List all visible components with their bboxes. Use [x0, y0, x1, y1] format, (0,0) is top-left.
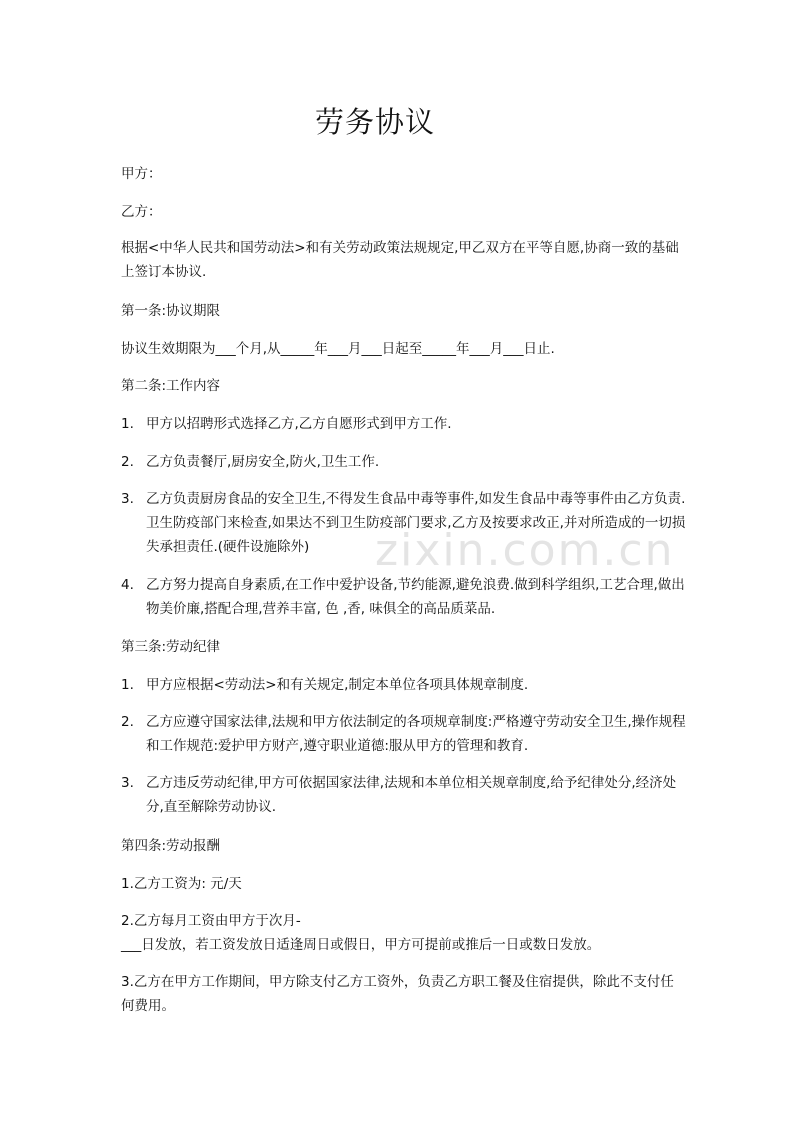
- intro-paragraph: 根据<中华人民共和国劳动法>和有关劳动政策法规规定,甲乙双方在平等自愿,协商一致的基础上签订本协议.: [121, 240, 679, 280]
- salary-line: 1.乙方工资为: 元/天: [121, 876, 242, 892]
- list-text: 乙方应遵守国家法律,法规和甲方依法制定的各项规章制度:严格遵守劳动安全卫生,操作规程和工作规范:爱护甲方财产,遵守职业道德:服从甲方的管理和教育.: [146, 714, 686, 754]
- party-a-label: 甲方：: [121, 166, 162, 182]
- payment-line-2: ___日发放，若工资发放日适逢周日或假日，甲方可提前或推后一日或数日发放。: [121, 937, 601, 953]
- watermark: zixin.com.cn: [375, 525, 675, 576]
- list-number: 2.: [121, 714, 134, 730]
- document-title: 劳务协议: [314, 105, 435, 139]
- list-text: 乙方努力提高自身素质,在工作中爱护设备,节约能源,避免浪费.做到科学组织,工艺合理,做出物美价廉,搭配合理,营养丰富, 色 ,香, 味俱全的高品质菜品.: [146, 577, 685, 617]
- article3-heading: 第三条:劳动纪律: [121, 639, 221, 655]
- list-text: 乙方负责厨房食品的安全卫生,不得发生食品中毒等事件,如发生食品中毒等事件由乙方负责.卫生防疫部门来检查,如果达不到卫生防疫部门要求,乙方及按要求改正,并对所造成的一切损失承担责任.(硬件设施除外): [146, 491, 686, 555]
- list-number: 1.: [121, 416, 134, 432]
- list-text: 甲方以招聘形式选择乙方,乙方自愿形式到甲方工作.: [146, 416, 452, 432]
- list-number: 1.: [121, 677, 134, 693]
- party-b-label: 乙方：: [121, 204, 162, 220]
- article2-heading: 第二条:工作内容: [121, 378, 221, 394]
- payment-line-1: 2.乙方每月工资由甲方于次月-: [121, 913, 301, 929]
- article4-heading: 第四条:劳动报酬: [121, 838, 221, 854]
- list-number: 3.: [121, 775, 134, 791]
- benefits-paragraph: 3.乙方在甲方工作期间，甲方除支付乙方工资外，负责乙方职工餐及住宿提供，除此不支付任何费用。: [121, 974, 674, 1014]
- list-number: 3.: [121, 491, 134, 507]
- list-number: 2.: [121, 454, 134, 470]
- list-number: 4.: [121, 577, 134, 593]
- article1-text: 协议生效期限为___个月,从_____年___月___日起至_____年___月___日止.: [121, 341, 555, 357]
- article1-heading: 第一条:协议期限: [121, 303, 221, 319]
- list-text: 乙方违反劳动纪律,甲方可依据国家法律,法规和本单位相关规章制度,给予纪律处分,经济处分,直至解除劳动协议.: [146, 775, 677, 815]
- list-text: 乙方负责餐厅,厨房安全,防火,卫生工作.: [146, 454, 380, 470]
- list-text: 甲方应根据<劳动法>和有关规定,制定本单位各项具体规章制度.: [146, 677, 529, 693]
